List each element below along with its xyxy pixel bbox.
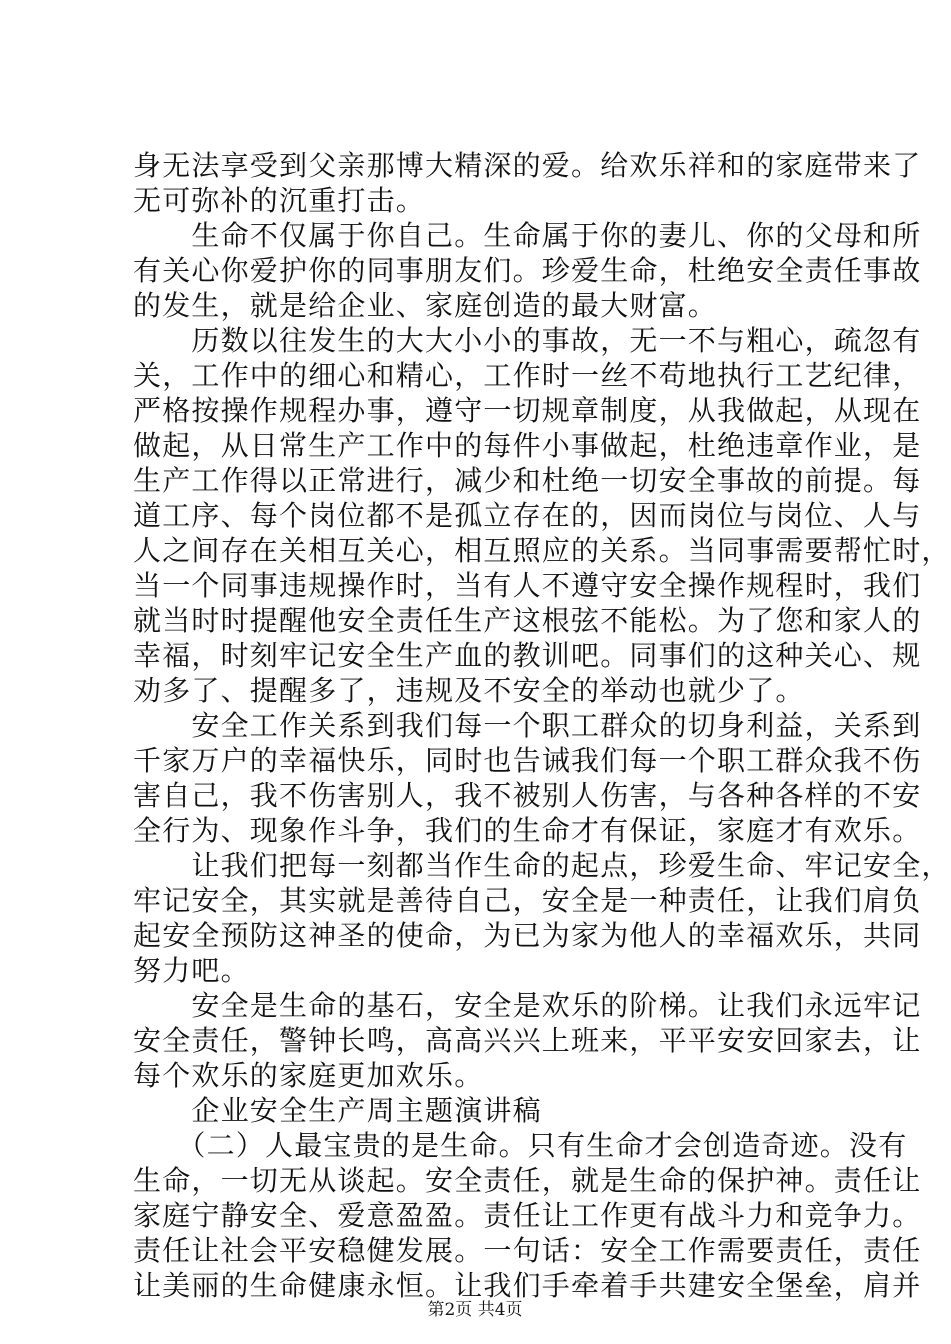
text-line: 生命，一切无从谈起。安全责任，就是生命的保护神。责任让 bbox=[133, 1164, 922, 1197]
text-line: 身无法享受到父亲那博大精深的爱。给欢乐祥和的家庭带来了 bbox=[133, 149, 922, 182]
text-line: 当一个同事违规操作时，当有人不遵守安全操作规程时，我们 bbox=[133, 569, 922, 602]
page-number-footer: 第2页 共4页 bbox=[427, 1300, 523, 1320]
text-line: 无可弥补的沉重打击。 bbox=[133, 184, 426, 217]
text-line: 有关心你爱护你的同事朋友们。珍爱生命，杜绝安全责任事故 bbox=[133, 254, 922, 287]
text-line: 努力吧。 bbox=[133, 954, 250, 987]
text-line: 劝多了、提醒多了，违规及不安全的举动也就少了。 bbox=[133, 674, 805, 707]
text-line: 严格按操作规程办事，遵守一切规章制度，从我做起，从现在 bbox=[133, 394, 922, 427]
text-line: 安全工作关系到我们每一个职工群众的切身利益，关系到 bbox=[133, 709, 922, 742]
document-body bbox=[133, 148, 951, 1303]
text-line: 每个欢乐的家庭更加欢乐。 bbox=[133, 1059, 484, 1092]
text-line: 做起，从日常生产工作中的每件小事做起，杜绝违章作业，是 bbox=[133, 429, 922, 462]
text-line: 关，工作中的细心和精心，工作时一丝不苟地执行工艺纪律， bbox=[133, 359, 922, 392]
text-line: （二）人最宝贵的是生命。只有生命才会创造奇迹。没有 bbox=[133, 1129, 908, 1162]
text-line: 安全责任，警钟长鸣，高高兴兴上班来，平平安安回家去，让 bbox=[133, 1024, 922, 1057]
text-line: 幸福，时刻牢记安全生产血的教训吧。同事们的这种关心、规 bbox=[133, 639, 922, 672]
text-line: 让我们把每一刻都当作生命的起点，珍爱生命、牢记安全， bbox=[133, 849, 951, 882]
text-line: 人之间存在关相互关心，相互照应的关系。当同事需要帮忙时， bbox=[133, 534, 951, 567]
text-line: 生产工作得以正常进行，减少和杜绝一切安全事故的前提。每 bbox=[133, 464, 922, 497]
text-line: 生命不仅属于你自己。生命属于你的妻儿、你的父母和所 bbox=[133, 219, 922, 252]
text-line: 千家万户的幸福快乐，同时也告诫我们每一个职工群众我不伤 bbox=[133, 744, 922, 777]
text-line: 历数以往发生的大大小小的事故，无一不与粗心，疏忽有 bbox=[133, 324, 922, 357]
text-line: 让美丽的生命健康永恒。让我们手牵着手共建安全堡垒，肩并 bbox=[133, 1269, 922, 1302]
text-line: 家庭宁静安全、爱意盈盈。责任让工作更有战斗力和竞争力。 bbox=[133, 1199, 922, 1232]
text-line: 责任让社会平安稳健发展。一句话：安全工作需要责任，责任 bbox=[133, 1234, 922, 1267]
section-heading: 企业安全生产周主题演讲稿 bbox=[133, 1094, 542, 1127]
text-line: 害自己，我不伤害别人，我不被别人伤害，与各种各样的不安 bbox=[133, 779, 922, 812]
text-line: 牢记安全，其实就是善待自己，安全是一种责任，让我们肩负 bbox=[133, 884, 922, 917]
text-line: 的发生，就是给企业、家庭创造的最大财富。 bbox=[133, 289, 718, 322]
text-line: 起安全预防这神圣的使命，为已为家为他人的幸福欢乐，共同 bbox=[133, 919, 922, 952]
text-line: 全行为、现象作斗争，我们的生命才有保证，家庭才有欢乐。 bbox=[133, 814, 922, 847]
text-line: 就当时时提醒他安全责任生产这根弦不能松。为了您和家人的 bbox=[133, 604, 922, 637]
text-line: 道工序、每个岗位都不是孤立存在的，因而岗位与岗位、人与 bbox=[133, 499, 922, 532]
text-line: 安全是生命的基石，安全是欢乐的阶梯。让我们永远牢记 bbox=[133, 989, 922, 1022]
